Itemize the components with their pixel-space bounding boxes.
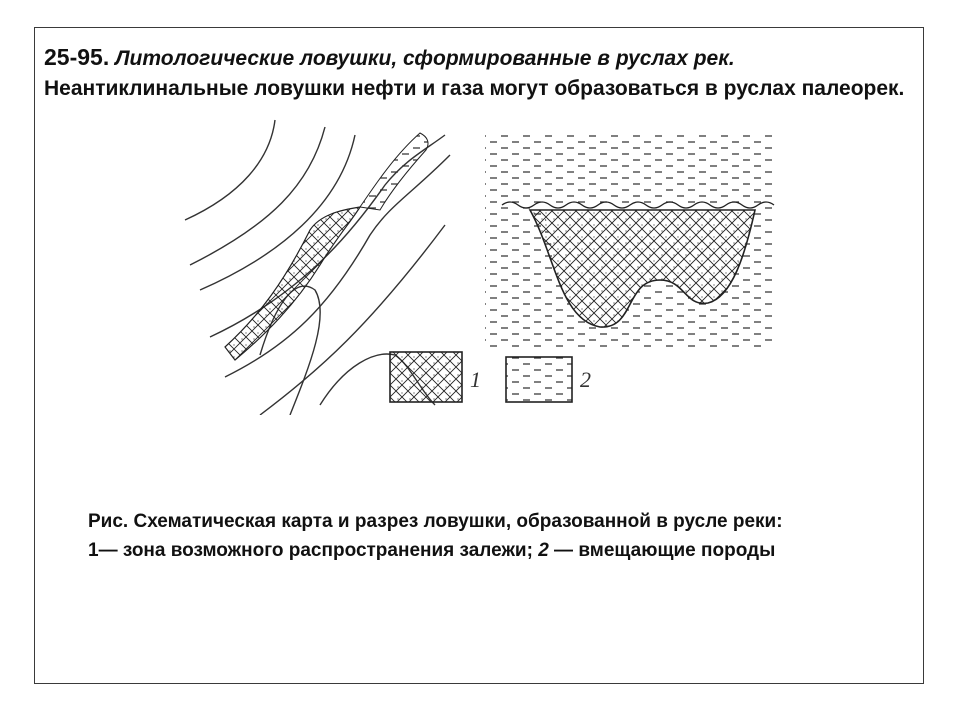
map-deposit-zone <box>225 207 360 360</box>
trap-figure <box>180 115 780 415</box>
map-host-rock-zone <box>360 133 428 210</box>
legend-item-1 <box>390 352 481 402</box>
figure-caption <box>88 507 888 565</box>
title-subtitle: Неантиклинальные ловушки нефти и газа могут образоваться в руслах палеорек. <box>44 77 905 100</box>
caption-line-1: Рис. Схематическая карта и разрез ловушки, образованной в русле реки: <box>88 511 783 532</box>
caption-legend-2: — вмещающие породы <box>548 540 776 561</box>
title-number: 25-95. <box>44 44 110 70</box>
legend-label-1: 1 <box>470 367 481 392</box>
caption-legend-2-num: 2 <box>538 540 549 561</box>
caption-line-2 <box>88 536 888 565</box>
caption-legend-1: 1— зона возможного распространения залежи; <box>88 540 539 561</box>
legend-item-2 <box>506 357 591 402</box>
legend-label-2: 2 <box>580 367 591 392</box>
legend-swatch-crosshatch <box>390 352 462 402</box>
slide-title <box>44 42 914 104</box>
legend-swatch-dashes <box>506 357 572 402</box>
title-italic: Литологические ловушки, сформированные в руслах рек. <box>115 47 735 70</box>
